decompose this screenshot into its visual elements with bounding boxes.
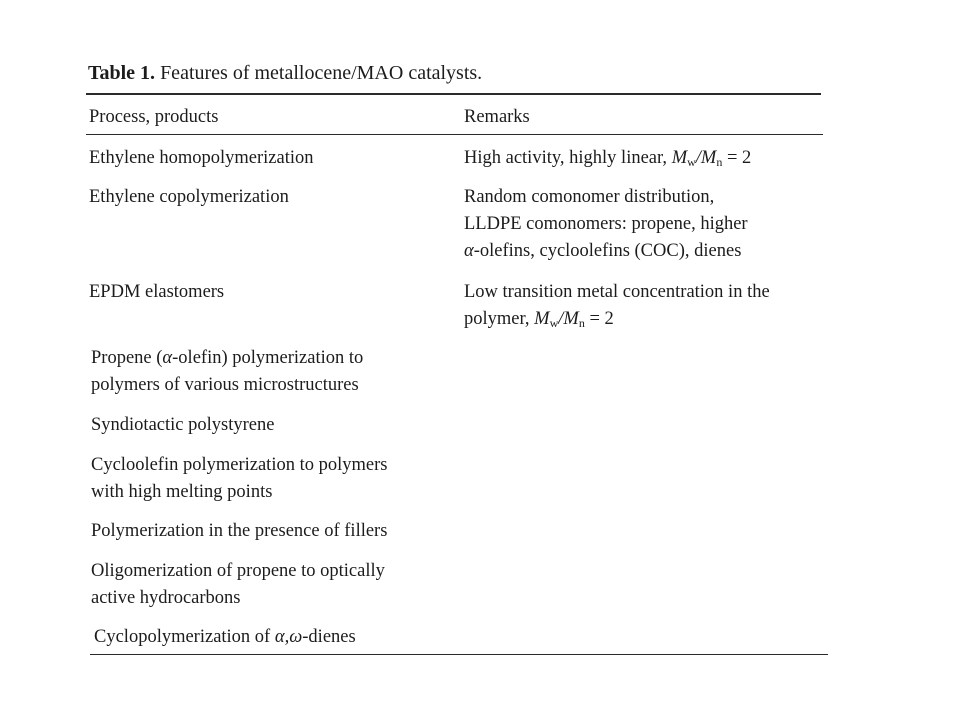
row-2-process: Ethylene copolymerization <box>89 187 289 207</box>
ratio-value: = 2 <box>722 148 752 168</box>
row-8-process-line-1: Oligomerization of propene to optically <box>91 561 385 581</box>
alpha-symbol: α <box>464 241 474 261</box>
ratio-mn-subscript: n <box>716 155 723 169</box>
row-3-process: EPDM elastomers <box>89 282 225 302</box>
ratio-mw-subscript: w <box>687 155 696 169</box>
row-3-remarks-line-2 <box>464 306 614 333</box>
ratio-mn-subscript: n <box>578 316 585 330</box>
ratio-mw-subscript: w <box>549 316 559 330</box>
row-2-remarks-line-2: LLDPE comonomers: propene, higher <box>464 214 748 234</box>
table-caption-label: Table 1. <box>88 62 156 84</box>
ratio-slash: / <box>558 309 564 329</box>
alpha-symbol: α <box>162 348 173 368</box>
row-2-remarks-line-1: Random comonomer distribution, <box>464 187 715 207</box>
ratio-mw-symbol: M <box>671 148 688 168</box>
row-7-process: Polymerization in the presence of fillers <box>91 521 388 541</box>
alpha-omega-symbol: α,ω <box>274 627 303 647</box>
row-6-process-line-2: with high melting points <box>91 482 273 502</box>
table-caption-text: Features of metallocene/MAO catalysts. <box>160 62 483 84</box>
row-4-process-line-2: polymers of various microstructures <box>91 375 359 395</box>
table-header-rule <box>86 134 823 135</box>
row-1-remarks-text: High activity, highly linear, <box>464 148 672 168</box>
ratio-mn-symbol: M <box>563 309 579 329</box>
table-top-rule <box>86 93 821 95</box>
row-2-remarks-line-3 <box>464 238 741 265</box>
row-9-process <box>94 624 356 651</box>
ratio-slash: / <box>695 148 701 168</box>
row-3-remarks-line-1: Low transition metal concentration in the <box>464 282 770 302</box>
row-9-process-text-post: -dienes <box>302 627 356 647</box>
column-header-remarks: Remarks <box>464 107 530 127</box>
row-4-process-text-post: -olefin) polymerization to <box>172 348 364 368</box>
row-9-process-text-pre: Cyclopolymerization of <box>94 627 275 647</box>
table-bottom-rule <box>90 654 828 655</box>
ratio-value: = 2 <box>584 309 614 329</box>
row-1-remarks <box>464 145 751 172</box>
row-8-process-line-2: active hydrocarbons <box>91 588 241 608</box>
row-1-process: Ethylene homopolymerization <box>89 148 314 168</box>
row-3-remarks-line-2-text: polymer, <box>464 309 535 329</box>
row-4-process-text-pre: Propene ( <box>91 348 163 368</box>
table-caption <box>88 62 482 85</box>
row-2-remarks-line-3-text: -olefins, cycloolefins (COC), dienes <box>473 241 742 261</box>
column-header-process: Process, products <box>89 107 219 127</box>
row-6-process-line-1: Cycloolefin polymerization to polymers <box>91 455 388 475</box>
row-4-process-line-1 <box>91 345 363 372</box>
ratio-mw-symbol: M <box>534 309 550 329</box>
row-5-process: Syndiotactic polystyrene <box>91 415 275 435</box>
ratio-mn-symbol: M <box>700 148 717 168</box>
